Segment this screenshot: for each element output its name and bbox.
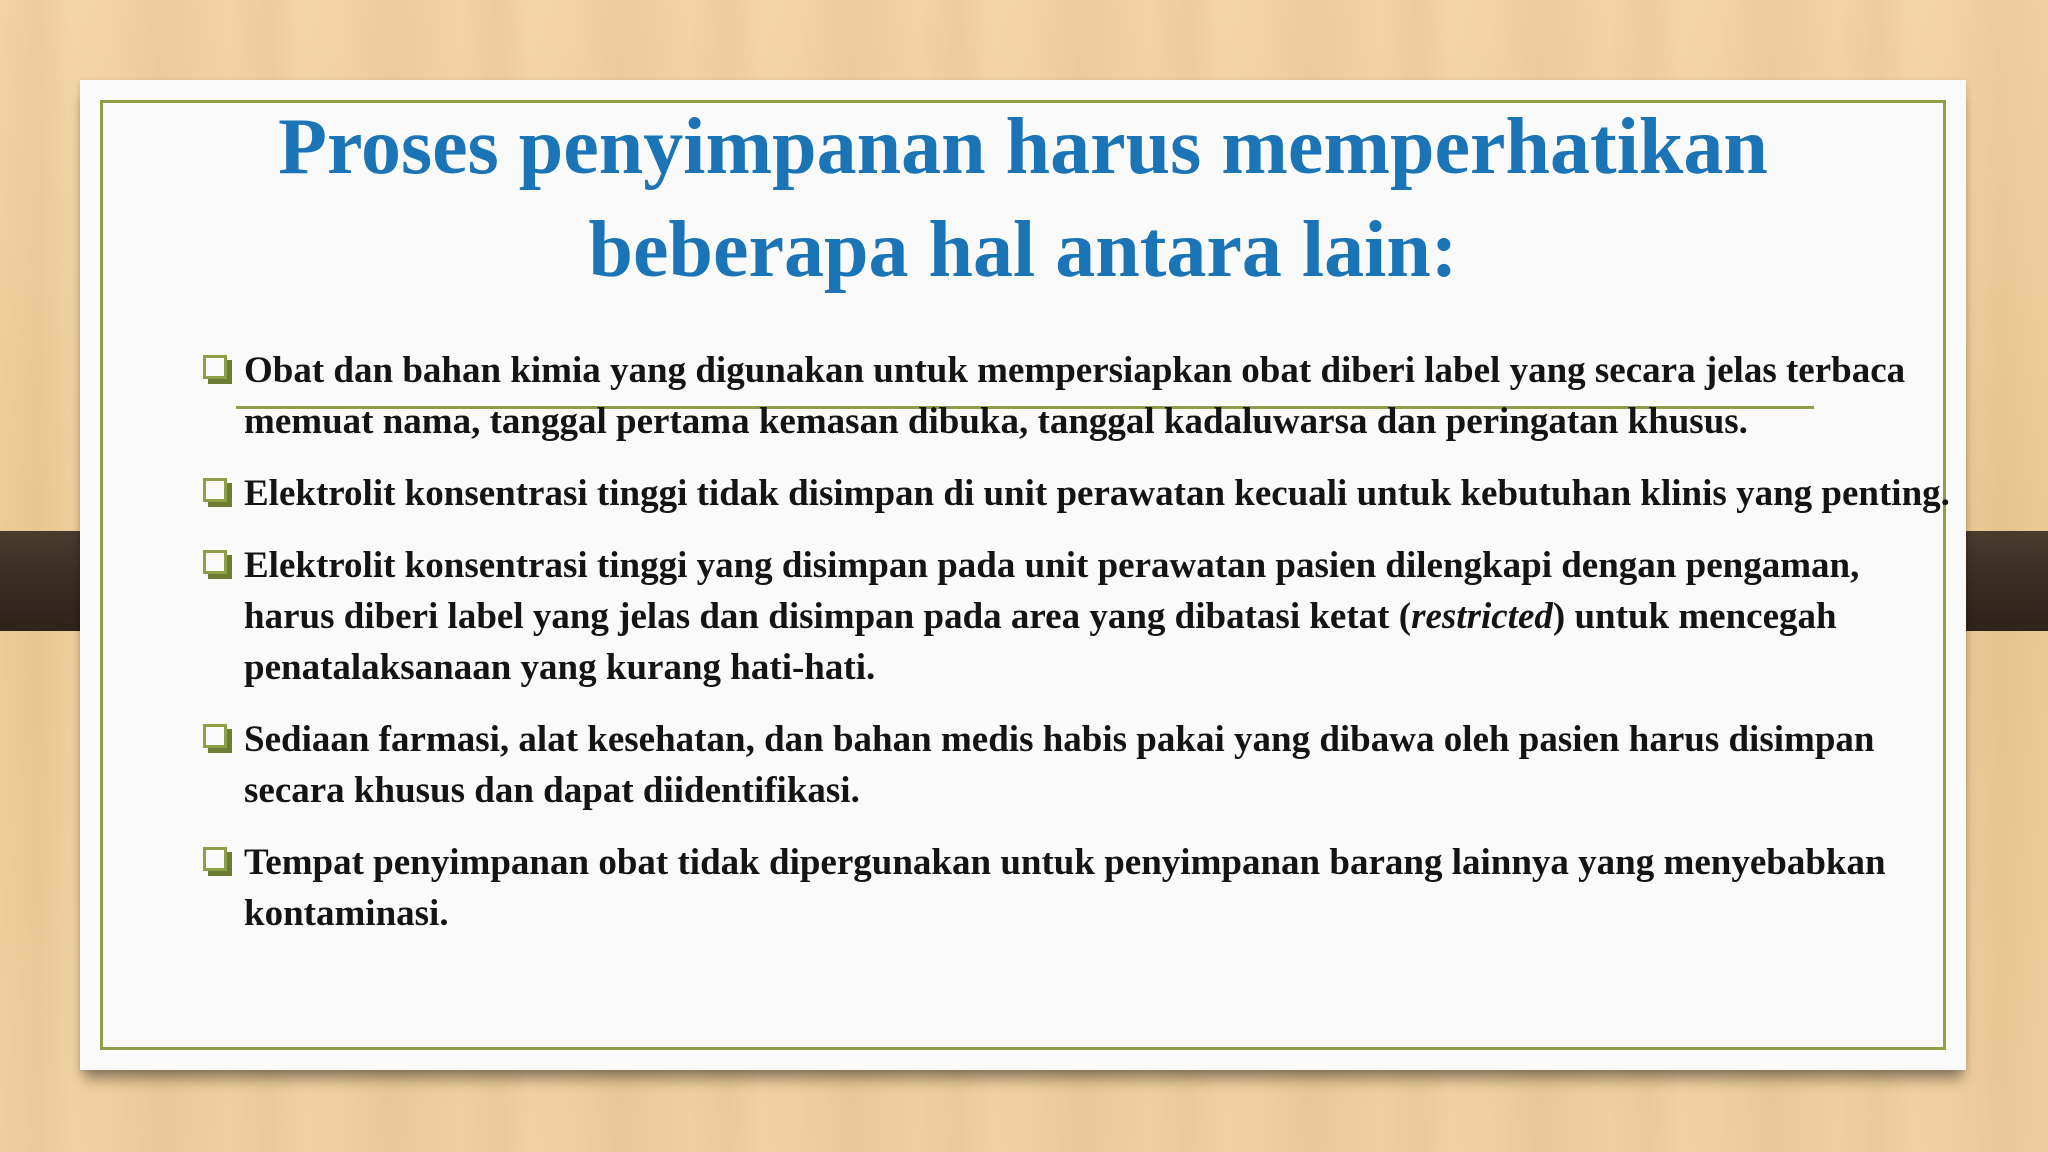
bullet-text-italic: restricted xyxy=(1411,596,1553,637)
checkbox-square-icon xyxy=(203,355,227,379)
bullet-item-3 xyxy=(198,540,1958,693)
checkbox-square-icon xyxy=(203,550,227,574)
bullet-item-1 xyxy=(198,345,1958,447)
slide-title-line-2: beberapa hal antara lain: xyxy=(588,206,1458,294)
bullet-item-5 xyxy=(198,837,1958,939)
bullet-item-2 xyxy=(198,468,1958,519)
bullet-text: Obat dan bahan kimia yang digunakan untuk mempersiapkan obat diberi label yang secara jelas terbaca memuat nama, tanggal pertama kemasan dibuka, tanggal kadaluwarsa dan peringatan khusus. xyxy=(244,350,1906,442)
bullet-text xyxy=(244,545,1859,688)
bullet-text: Sediaan farmasi, alat kesehatan, dan bahan medis habis pakai yang dibawa oleh pasien harus disimpan secara khusus dan dapat diidentifikasi. xyxy=(244,719,1875,811)
bullet-text-before: Elektrolit konsentrasi tinggi yang disimpan pada unit perawatan pasien dilengkapi dengan pengaman, harus diberi label yang jelas dan disimpan pada area yang dibatasi ketat ( xyxy=(244,545,1860,637)
bullet-list xyxy=(198,345,1958,939)
checkbox-square-icon xyxy=(203,478,227,502)
checkbox-square-icon xyxy=(203,847,227,871)
bullet-text-after: ) untuk mencegah penatalaksanaan yang kurang hati-hati. xyxy=(244,596,1837,688)
bullet-text: Tempat penyimpanan obat tidak dipergunakan untuk penyimpanan barang lainnya yang menyebabkan kontaminasi. xyxy=(244,842,1886,934)
slide-title-line-1: Proses penyimpanan harus memperhatikan xyxy=(278,103,1768,191)
checkbox-square-icon xyxy=(203,724,227,748)
slide xyxy=(80,80,1966,1070)
bullet-text: Elektrolit konsentrasi tinggi tidak disimpan di unit perawatan kecuali untuk kebutuhan klinis yang penting. xyxy=(244,473,1950,514)
bullet-item-4 xyxy=(198,714,1958,816)
